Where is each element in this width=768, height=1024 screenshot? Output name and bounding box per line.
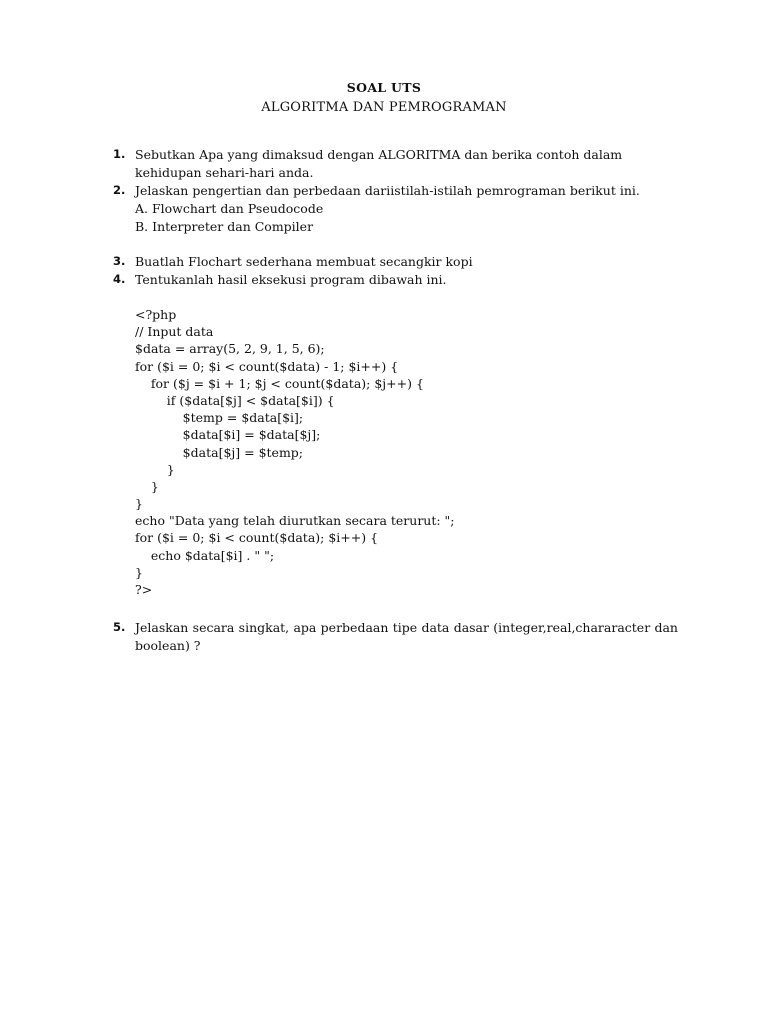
question-text: Tentukanlah hasil eksekusi program dibawah ini.: [135, 272, 447, 287]
document-subtitle: ALGORITMA DAN PEMROGRAMAN: [261, 100, 507, 115]
code-line: }: [135, 564, 143, 580]
question-2-option-b: B. Interpreter dan Compiler: [135, 219, 314, 234]
question-number: 3.: [113, 254, 126, 268]
question-2-option-a: A. Flowchart dan Pseudocode: [135, 201, 324, 216]
code-line: $temp = $data[$i];: [135, 410, 304, 426]
code-line: for ($i = 0; $i < count($data); $i++) {: [135, 530, 379, 546]
question-5: [113, 619, 678, 654]
question-text: Buatlah Flochart sederhana membuat secangkir kopi: [135, 254, 473, 269]
code-line: $data = array(5, 2, 9, 1, 5, 6);: [135, 341, 325, 357]
question-3: [113, 253, 678, 271]
question-2: [113, 182, 678, 200]
code-line: }: [135, 478, 159, 494]
code-line: ?>: [135, 582, 153, 597]
code-line: echo "Data yang telah diurutkan secara terurut: ";: [135, 513, 455, 529]
code-line: }: [135, 461, 175, 477]
code-line: // Input data: [135, 324, 214, 340]
question-number: 1.: [113, 147, 126, 161]
question-text: Jelaskan secara singkat, apa perbedaan tipe data dasar (integer,real,chararacter dan boolean) ?: [135, 620, 678, 653]
code-line: $data[$i] = $data[$j];: [135, 427, 321, 443]
question-text: Sebutkan Apa yang dimaksud dengan ALGORITMA dan berika contoh dalam kehidupan sehari-hari anda.: [135, 147, 623, 180]
php-code-block: [135, 306, 455, 598]
question-1: [113, 146, 678, 181]
code-line: if ($data[$j] < $data[$i]) {: [135, 392, 335, 408]
code-line: echo $data[$i] . " ";: [135, 547, 275, 563]
code-line: $data[$j] = $temp;: [135, 444, 304, 460]
code-line: }: [135, 496, 143, 512]
question-number: 2.: [113, 183, 126, 197]
question-number: 4.: [113, 272, 126, 286]
document-title: SOAL UTS: [346, 80, 422, 95]
code-line: for ($i = 0; $i < count($data) - 1; $i++) {: [135, 358, 399, 374]
question-text: Jelaskan pengertian dan perbedaan dariistilah-istilah pemrograman berikut ini.: [135, 183, 640, 198]
question-4: [113, 271, 678, 289]
code-line: for ($j = $i + 1; $j < count($data); $j++) {: [135, 375, 424, 391]
question-number: 5.: [113, 620, 126, 634]
code-line: <?php: [135, 307, 177, 322]
